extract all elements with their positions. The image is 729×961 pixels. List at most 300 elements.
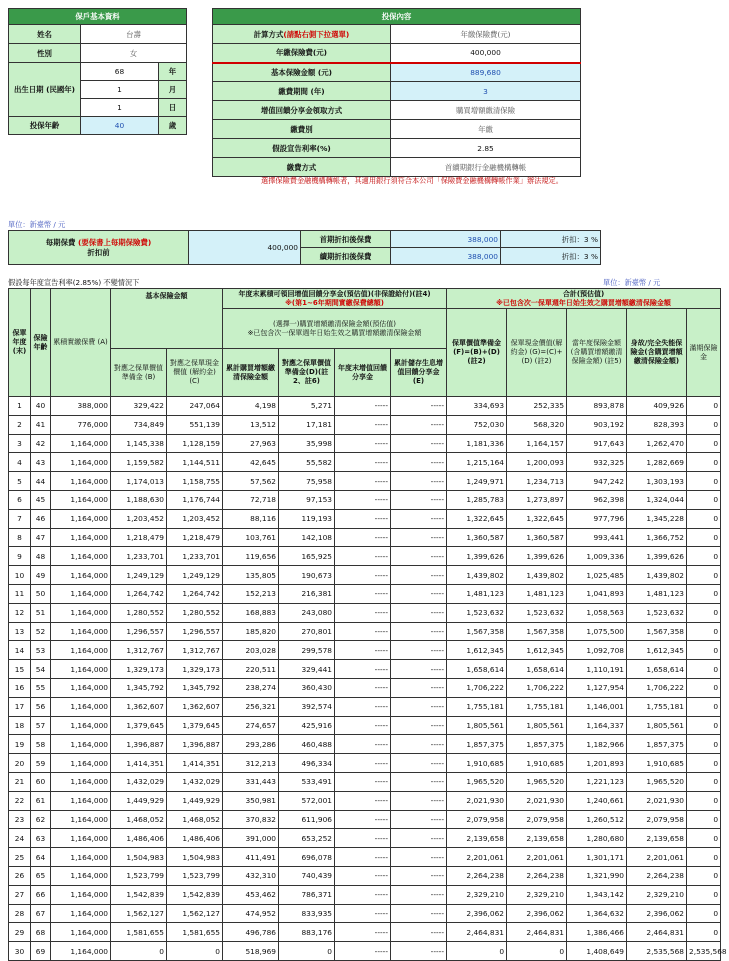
cell-maturity: 0 [687,434,721,453]
cell-year-paidup: 1,280,680 [567,829,627,848]
cell-maturity: 0 [687,754,721,773]
cell-cum-paidup: 13,512 [223,415,279,434]
cell-cum-bonus: ----- [391,547,447,566]
cell-year: 25 [9,848,31,867]
header-paidup-reserve: 對應之保單價值準備金(D)(註2、註6) [279,349,335,397]
cell-year: 8 [9,528,31,547]
cell-age: 45 [31,490,51,509]
declared-rate-value: 2.85 [391,139,581,158]
cell-death-benefit: 2,201,061 [627,848,687,867]
cell-year: 20 [9,754,31,773]
cell-cum-paidup: 203,028 [223,641,279,660]
cell-year-paidup: 1,025,485 [567,566,627,585]
cell-year-bonus: ----- [335,904,391,923]
cell-paidup-reserve: 243,080 [279,603,335,622]
cell-year-paidup: 917,643 [567,434,627,453]
gender-label: 性別 [9,44,81,63]
cell-total-reserve: 1,360,587 [447,528,507,547]
cell-death-benefit: 2,329,210 [627,885,687,904]
cell-total-reserve: 1,658,614 [447,660,507,679]
table-body [9,397,727,961]
cell-year: 11 [9,584,31,603]
cell-cash-value: 0 [167,942,223,961]
cell-cum-paidup: 312,213 [223,754,279,773]
year-unit: 年 [159,63,187,81]
transfer-note: 選擇保險費金融機構轉帳者，其適用銀行須符合本公司「保險費金融機構轉帳作業」辦法規定。 [261,176,563,185]
cell-cash-value: 1,176,744 [167,490,223,509]
cell-year-paidup: 1,201,893 [567,754,627,773]
cell-cum-paidup: 432,310 [223,866,279,885]
cell-age: 56 [31,697,51,716]
cell-cumulative-premium: 776,000 [51,415,111,434]
cell-cash-value: 1,396,887 [167,735,223,754]
payment-method-select[interactable]: 首續期銀行金融機構轉帳 [391,158,581,177]
cell-death-benefit: 1,658,614 [627,660,687,679]
cell-reserve: 1,345,792 [111,678,167,697]
calc-method-hint: (請點右側下拉選單) [283,29,350,39]
cell-cum-bonus: ----- [391,603,447,622]
cell-maturity: 0 [687,716,721,735]
cell-age: 54 [31,660,51,679]
header-cum-paidup: 累計購買增額繳清保險金額 [223,349,279,397]
cell-cumulative-premium: 1,164,000 [51,641,111,660]
birth-month-field[interactable]: 1 [81,81,159,99]
cell-paidup-reserve: 460,488 [279,735,335,754]
cell-age: 47 [31,528,51,547]
cell-year-bonus: ----- [335,885,391,904]
cell-paidup-reserve: 17,181 [279,415,335,434]
cell-year: 15 [9,660,31,679]
cell-cum-paidup: 256,321 [223,697,279,716]
cell-cum-paidup: 152,213 [223,584,279,603]
cell-total-cash: 1,439,802 [507,566,567,585]
cell-paidup-reserve: 216,381 [279,584,335,603]
cell-paidup-reserve: 786,371 [279,885,335,904]
cell-cumulative-premium: 1,164,000 [51,434,111,453]
cell-total-cash: 1,910,685 [507,754,567,773]
cell-cash-value: 1,329,173 [167,660,223,679]
cell-death-benefit: 1,965,520 [627,772,687,791]
cell-age: 61 [31,791,51,810]
cell-cash-value: 1,486,406 [167,829,223,848]
table-row [9,547,721,566]
cell-reserve: 1,449,929 [111,791,167,810]
cell-reserve: 1,280,552 [111,603,167,622]
cell-cumulative-premium: 388,000 [51,397,111,416]
name-field[interactable]: 台壽 [81,25,187,44]
cell-cum-paidup: 274,657 [223,716,279,735]
first-premium-label: 首期折扣後保費 [301,231,391,248]
header-death-benefit: 身故/完全失能保險金(含購買增額繳清保險金額) [627,309,687,397]
cell-reserve: 1,432,029 [111,772,167,791]
header-reserve: 對應之保單價值準備金 (B) [111,349,167,397]
cell-cum-paidup: 168,883 [223,603,279,622]
cell-age: 69 [31,942,51,961]
cell-cumulative-premium: 1,164,000 [51,866,111,885]
cell-total-cash: 1,164,157 [507,434,567,453]
cell-year: 21 [9,772,31,791]
cell-year-paidup: 1,092,708 [567,641,627,660]
cell-paidup-reserve: 740,439 [279,866,335,885]
bonus-option-select[interactable]: 購買增額繳清保險 [391,101,581,120]
cell-year: 18 [9,716,31,735]
cell-death-benefit: 1,857,375 [627,735,687,754]
cell-year: 19 [9,735,31,754]
cell-maturity: 0 [687,660,721,679]
cell-cum-bonus: ----- [391,791,447,810]
cell-year: 10 [9,566,31,585]
cell-year: 27 [9,885,31,904]
cell-cumulative-premium: 1,164,000 [51,754,111,773]
cell-cum-paidup: 496,786 [223,923,279,942]
cell-reserve: 1,396,887 [111,735,167,754]
benefit-illustration-table [8,288,727,961]
cell-year-bonus: ----- [335,641,391,660]
payment-method-label: 繳費方式 [213,158,391,177]
cell-death-benefit: 1,262,470 [627,434,687,453]
cell-cumulative-premium: 1,164,000 [51,716,111,735]
cell-reserve: 1,145,338 [111,434,167,453]
cell-paidup-reserve: 329,441 [279,660,335,679]
cell-paidup-reserve: 5,271 [279,397,335,416]
cell-total-cash: 1,567,358 [507,622,567,641]
cell-paidup-reserve: 55,582 [279,453,335,472]
cell-year: 6 [9,490,31,509]
cell-cum-paidup: 135,805 [223,566,279,585]
cell-paidup-reserve: 696,078 [279,848,335,867]
cell-cum-bonus: ----- [391,848,447,867]
cell-total-cash: 2,201,061 [507,848,567,867]
cell-paidup-reserve: 496,334 [279,754,335,773]
policy-content-table [212,8,581,177]
cell-paidup-reserve: 165,925 [279,547,335,566]
cell-reserve: 1,174,013 [111,472,167,491]
cell-total-reserve: 2,329,210 [447,885,507,904]
cell-cumulative-premium: 1,164,000 [51,528,111,547]
cell-year-paidup: 1,386,466 [567,923,627,942]
header-bonus-group: 年度末累積可領回增值回饋分享金(預估值)(非保證給付)(註4) ※(第1~6年期間實繳保費總額) [223,289,447,309]
currency-unit-label: 單位：新臺幣 / 元 [8,220,66,229]
cell-total-reserve: 1,481,123 [447,584,507,603]
cell-reserve: 1,468,052 [111,810,167,829]
cell-year: 7 [9,509,31,528]
cell-cash-value: 1,128,159 [167,434,223,453]
cell-cash-value: 1,581,655 [167,923,223,942]
bonus-option-label: 增值回饋分享金領取方式 [213,101,391,120]
cell-cum-paidup: 391,000 [223,829,279,848]
cell-total-reserve: 752,030 [447,415,507,434]
cell-cum-paidup: 518,969 [223,942,279,961]
cell-year-bonus: ----- [335,716,391,735]
cell-year: 9 [9,547,31,566]
table-row [9,415,721,434]
cell-year-paidup: 1,164,337 [567,716,627,735]
cell-total-reserve: 2,079,958 [447,810,507,829]
cell-maturity: 0 [687,885,721,904]
cell-reserve: 1,486,406 [111,829,167,848]
table-row [9,866,721,885]
gender-field[interactable]: 女 [81,44,187,63]
cell-maturity: 0 [687,509,721,528]
cell-cum-paidup: 220,511 [223,660,279,679]
cell-paidup-reserve: 653,252 [279,829,335,848]
cell-year: 28 [9,904,31,923]
cell-age: 51 [31,603,51,622]
cell-total-cash: 2,464,831 [507,923,567,942]
cell-total-reserve: 1,523,632 [447,603,507,622]
cell-total-reserve: 1,399,626 [447,547,507,566]
header-year-paidup: 當年度保險金額(含購買增額繳清保險金額) (註5) [567,309,627,397]
cell-total-cash: 1,755,181 [507,697,567,716]
cell-year: 4 [9,453,31,472]
cell-age: 43 [31,453,51,472]
cell-total-reserve: 2,264,238 [447,866,507,885]
first-premium-value: 388,000 [391,231,501,248]
cell-year-bonus: ----- [335,678,391,697]
cell-year-paidup: 1,240,661 [567,791,627,810]
cell-cum-bonus: ----- [391,810,447,829]
cell-total-cash: 1,360,587 [507,528,567,547]
cell-paidup-reserve: 142,108 [279,528,335,547]
cell-cum-bonus: ----- [391,415,447,434]
cell-paidup-reserve: 270,801 [279,622,335,641]
cell-year-paidup: 1,364,632 [567,904,627,923]
cell-paidup-reserve: 97,153 [279,490,335,509]
table-row [9,434,721,453]
cell-year-paidup: 1,343,142 [567,885,627,904]
cell-cum-paidup: 57,562 [223,472,279,491]
cell-death-benefit: 2,021,930 [627,791,687,810]
cell-total-reserve: 1,857,375 [447,735,507,754]
cell-death-benefit: 1,399,626 [627,547,687,566]
cell-year-bonus: ----- [335,848,391,867]
cell-death-benefit: 1,706,222 [627,678,687,697]
cell-reserve: 1,362,607 [111,697,167,716]
cell-cumulative-premium: 1,164,000 [51,810,111,829]
cell-total-reserve: 2,201,061 [447,848,507,867]
cell-paidup-reserve: 299,578 [279,641,335,660]
cell-maturity: 0 [687,528,721,547]
cell-year-paidup: 1,041,893 [567,584,627,603]
header-cumulative-premium: 累積實繳保費 (A) [51,289,111,397]
cell-reserve: 1,249,129 [111,566,167,585]
header-total-group: 合計(預估值) ※已包含次一保單週年日始生效之購買增額繳清保險金額 [447,289,721,309]
cell-cash-value: 1,468,052 [167,810,223,829]
annual-premium-field[interactable]: 400,000 [391,44,581,63]
cell-age: 63 [31,829,51,848]
cell-total-cash: 1,523,632 [507,603,567,622]
cell-year-paidup: 962,398 [567,490,627,509]
basic-info-title: 保戶基本資料 [9,9,187,25]
cell-maturity: 0 [687,490,721,509]
cell-cash-value: 1,144,511 [167,453,223,472]
base-amount-value: 889,680 [391,63,581,82]
cell-total-reserve: 1,567,358 [447,622,507,641]
calc-method-select[interactable]: 年繳保險費(元) [391,25,581,44]
first-discount: 折扣：3 % [501,231,601,248]
cell-year-bonus: ----- [335,942,391,961]
cell-maturity: 0 [687,735,721,754]
cell-total-cash: 0 [507,942,567,961]
table-row [9,472,721,491]
cell-cumulative-premium: 1,164,000 [51,584,111,603]
cell-year-paidup: 1,146,001 [567,697,627,716]
annual-premium-label: 年繳保險費(元) [213,44,391,63]
cell-year: 26 [9,866,31,885]
header-policy-year: 保單年度(末) [9,289,31,397]
cell-cum-bonus: ----- [391,434,447,453]
cell-total-reserve: 0 [447,942,507,961]
cell-cum-bonus: ----- [391,885,447,904]
cell-death-benefit: 2,464,831 [627,923,687,942]
table-row [9,885,721,904]
cell-cum-bonus: ----- [391,904,447,923]
payment-period-label: 繳費期間 (年) [213,82,391,101]
cell-total-reserve: 1,439,802 [447,566,507,585]
cell-cum-paidup: 331,443 [223,772,279,791]
cell-reserve: 1,542,839 [111,885,167,904]
cell-age: 65 [31,866,51,885]
cell-year-paidup: 1,182,966 [567,735,627,754]
header-cum-bonus: 累計儲存生息增值回饋分享金 (E) [391,349,447,397]
cell-cum-paidup: 293,286 [223,735,279,754]
cell-total-cash: 1,481,123 [507,584,567,603]
name-label: 姓名 [9,25,81,44]
cell-maturity: 0 [687,397,721,416]
cell-cum-paidup: 350,981 [223,791,279,810]
cell-year-bonus: ----- [335,735,391,754]
cell-year: 24 [9,829,31,848]
cell-cum-paidup: 88,116 [223,509,279,528]
cell-reserve: 1,159,582 [111,453,167,472]
cell-cum-bonus: ----- [391,923,447,942]
cell-total-cash: 2,079,958 [507,810,567,829]
cell-cum-bonus: ----- [391,866,447,885]
cell-year: 30 [9,942,31,961]
header-age: 保險年齡 [31,289,51,397]
insured-basic-info-table [8,8,187,135]
cell-cum-bonus: ----- [391,453,447,472]
cell-cash-value: 1,203,452 [167,509,223,528]
cell-reserve: 1,233,701 [111,547,167,566]
cell-total-reserve: 1,805,561 [447,716,507,735]
table-row [9,490,721,509]
table-row [9,641,721,660]
table-row [9,528,721,547]
cell-year-paidup: 947,242 [567,472,627,491]
table-row [9,829,721,848]
cell-age: 64 [31,848,51,867]
cell-total-reserve: 2,396,062 [447,904,507,923]
cell-cum-bonus: ----- [391,641,447,660]
cell-year: 1 [9,397,31,416]
cell-reserve: 1,296,557 [111,622,167,641]
cell-total-cash: 2,139,658 [507,829,567,848]
cell-paidup-reserve: 392,574 [279,697,335,716]
table-row [9,904,721,923]
cell-death-benefit: 1,612,345 [627,641,687,660]
table-row [9,397,721,416]
cell-age: 46 [31,509,51,528]
cell-total-cash: 1,658,614 [507,660,567,679]
cell-year: 29 [9,923,31,942]
cell-maturity: 0 [687,829,721,848]
cell-total-cash: 1,857,375 [507,735,567,754]
premium-summary-table [8,230,601,265]
cell-cash-value: 1,379,645 [167,716,223,735]
cell-paidup-reserve: 75,958 [279,472,335,491]
cell-cash-value: 1,280,552 [167,603,223,622]
cell-total-cash: 2,021,930 [507,791,567,810]
cell-maturity: 0 [687,810,721,829]
cell-maturity: 0 [687,472,721,491]
cell-maturity: 0 [687,622,721,641]
cell-total-cash: 1,322,645 [507,509,567,528]
cell-cumulative-premium: 1,164,000 [51,678,111,697]
cell-age: 49 [31,566,51,585]
age-unit: 歲 [159,117,187,135]
cell-cumulative-premium: 1,164,000 [51,697,111,716]
cell-year-bonus: ----- [335,566,391,585]
cell-year-bonus: ----- [335,509,391,528]
cell-cum-paidup: 119,656 [223,547,279,566]
cell-cash-value: 1,432,029 [167,772,223,791]
cell-cumulative-premium: 1,164,000 [51,848,111,867]
birth-year-field[interactable]: 68 [81,63,159,81]
cell-cash-value: 551,139 [167,415,223,434]
cell-total-reserve: 1,181,336 [447,434,507,453]
table-row [9,735,721,754]
header-cash-value: 對應之保單現金價值 (解約金) (C) [167,349,223,397]
cell-cum-bonus: ----- [391,490,447,509]
cell-age: 50 [31,584,51,603]
cell-year: 16 [9,678,31,697]
table-row [9,509,721,528]
cell-reserve: 1,504,983 [111,848,167,867]
cell-year: 22 [9,791,31,810]
cell-total-reserve: 2,464,831 [447,923,507,942]
cell-death-benefit: 1,345,228 [627,509,687,528]
cell-cumulative-premium: 1,164,000 [51,453,111,472]
birth-day-field[interactable]: 1 [81,99,159,117]
cell-paidup-reserve: 611,906 [279,810,335,829]
cell-total-cash: 1,612,345 [507,641,567,660]
cell-age: 53 [31,641,51,660]
cell-cash-value: 1,312,767 [167,641,223,660]
cell-total-reserve: 2,021,930 [447,791,507,810]
cell-cumulative-premium: 1,164,000 [51,772,111,791]
cell-death-benefit: 1,324,044 [627,490,687,509]
payment-period-value: 3 [391,82,581,101]
table-row [9,810,721,829]
cell-cum-bonus: ----- [391,472,447,491]
cell-age: 48 [31,547,51,566]
cell-year-bonus: ----- [335,660,391,679]
payment-mode-select[interactable]: 年繳 [391,120,581,139]
cell-age: 42 [31,434,51,453]
cell-total-reserve: 1,965,520 [447,772,507,791]
cell-cum-bonus: ----- [391,528,447,547]
cell-year-bonus: ----- [335,490,391,509]
cell-cum-paidup: 238,274 [223,678,279,697]
cell-paidup-reserve: 533,491 [279,772,335,791]
cell-age: 60 [31,772,51,791]
table-row [9,603,721,622]
payment-mode-label: 繳費別 [213,120,391,139]
cell-cum-paidup: 370,832 [223,810,279,829]
cell-age: 55 [31,678,51,697]
cell-total-cash: 1,273,897 [507,490,567,509]
